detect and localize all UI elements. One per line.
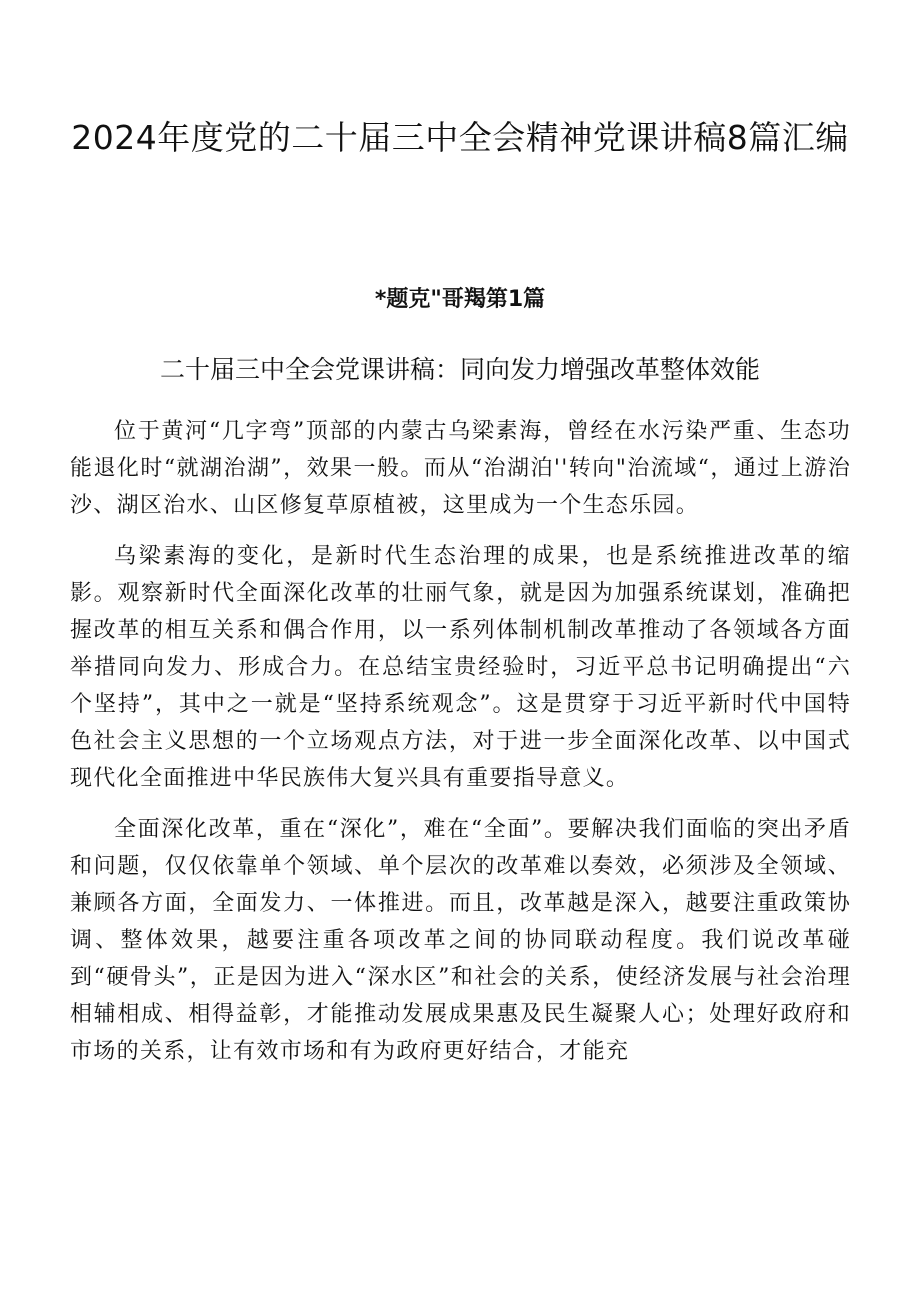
- paragraph-1: 位于黄河“几字弯”顶部的内蒙古乌梁素海，曾经在水污染严重、生态功能退化时“就湖治湖”，效果一般。而从“治湖泊''转向"治流域“，通过上游治沙、湖区治水、山区修复草原植被，这里成为一个生态乐园。: [70, 419, 851, 518]
- paragraph-2: 乌梁素海的变化，是新时代生态治理的成果，也是系统推进改革的缩影。观察新时代全面深化改革的壮丽气象，就是因为加强系统谋划，准确把握改革的相互关系和偶合作用，以一系列体制机制改革推动了各领域各方面举措同向发力、形成合力。在总结宝贵经验时，习近平总书记明确提出“六个坚持”，其中之一就是“坚持系统观念”。这是贯穿于习近平新时代中国特色社会主义思想的一个立场观点方法，对于进一步全面深化改革、以中国式现代化全面推进中华民族伟大复兴具有重要指导意义。: [70, 544, 851, 791]
- section-label: *题克"哥羯第1篇: [374, 287, 546, 312]
- document-title: 2024年度党的二十届三中全会精神党课讲稿8篇汇编: [71, 118, 849, 157]
- article-title: 二十届三中全会党课讲稿：同向发力增强改革整体效能: [159, 355, 760, 384]
- paragraph-3: 全面深化改革，重在“深化”，难在“全面”。要解决我们面临的突出矛盾和问题，仅仅依靠单个领域、单个层次的改革难以奏效，必须涉及全领域、兼顾各方面，全面发力、一体推进。而且，改革越是深入，越要注重政策协调、整体效果，越要注重各项改革之间的协同联动程度。我们说改革碰到“硬骨头”，正是因为进入“深水区”和社会的关系，使经济发展与社会治理相辅相成、相得益彰，才能推动发展成果惠及民生凝聚人心；处理好政府和市场的关系，让有效市场和有为政府更好结合，才能充: [70, 817, 851, 1064]
- article-body: [70, 413, 851, 1084]
